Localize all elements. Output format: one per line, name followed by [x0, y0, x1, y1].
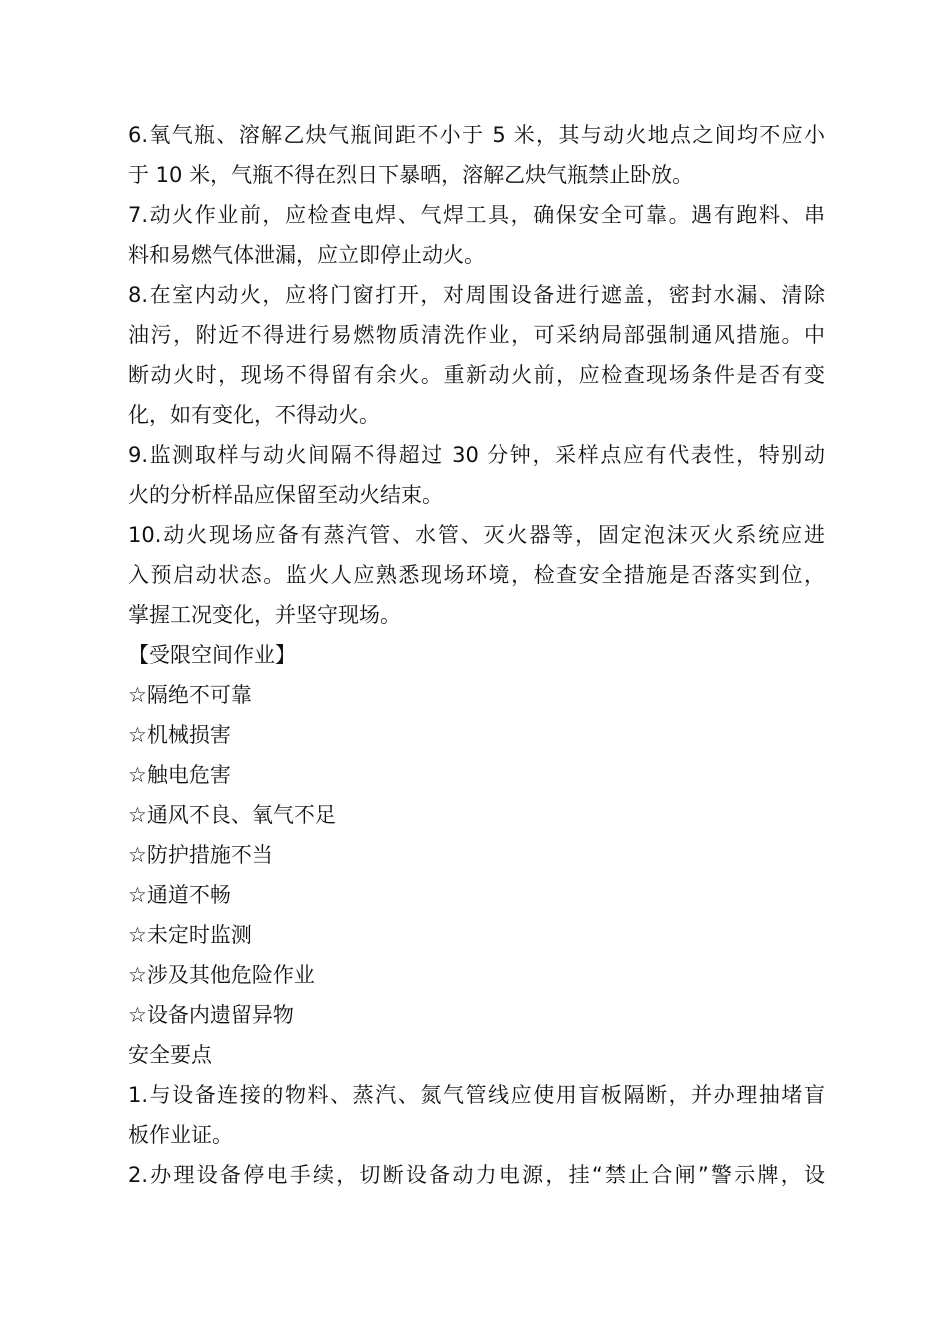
- text-line: 安全要点: [128, 1043, 212, 1067]
- text-line: 断动火时，现场不得留有余火。重新动火前，应检查现场条件是否有变: [128, 363, 825, 387]
- text-line: ☆通道不畅: [128, 883, 231, 907]
- text-line: 10.动火现场应备有蒸汽管、水管、灭火器等，固定泡沫灭火系统应进: [128, 523, 825, 547]
- text-line: ☆通风不良、氧气不足: [128, 803, 336, 827]
- text-line: 入预启动状态。监火人应熟悉现场环境，检查安全措施是否落实到位，: [128, 563, 825, 587]
- text-line: 6.氧气瓶、溶解乙炔气瓶间距不小于 5 米，其与动火地点之间均不应小: [128, 123, 825, 147]
- text-line: ☆隔绝不可靠: [128, 683, 252, 707]
- text-line: 2.办理设备停电手续，切断设备动力电源，挂“禁止合闸”警示牌，设: [128, 1163, 825, 1187]
- text-line: 于 10 米，气瓶不得在烈日下暴晒，溶解乙炔气瓶禁止卧放。: [128, 163, 694, 187]
- text-line: ☆防护措施不当: [128, 843, 273, 867]
- document-page: [128, 115, 825, 1195]
- text-line: 9.监测取样与动火间隔不得超过 30 分钟，采样点应有代表性，特别动: [128, 443, 825, 467]
- text-line: 8.在室内动火，应将门窗打开，对周围设备进行遮盖，密封水漏、清除: [128, 283, 825, 307]
- text-line: 1.与设备连接的物料、蒸汽、氮气管线应使用盲板隔断，并办理抽堵盲: [128, 1083, 825, 1107]
- text-line: 料和易燃气体泄漏，应立即停止动火。: [128, 243, 485, 267]
- text-line: 【受限空间作业】: [128, 643, 296, 667]
- text-line: 7.动火作业前，应检查电焊、气焊工具，确保安全可靠。遇有跑料、串: [128, 203, 825, 227]
- text-line: 掌握工况变化，并坚守现场。: [128, 603, 401, 627]
- text-line: ☆设备内遗留异物: [128, 1003, 294, 1027]
- text-line: ☆触电危害: [128, 763, 231, 787]
- text-line: ☆未定时监测: [128, 923, 252, 947]
- text-line: 油污，附近不得进行易燃物质清洗作业，可采纳局部强制通风措施。中: [128, 323, 825, 347]
- text-line: ☆机械损害: [128, 723, 231, 747]
- text-line: 化，如有变化，不得动火。: [128, 403, 380, 427]
- text-line: 火的分析样品应保留至动火结束。: [128, 483, 443, 507]
- text-line: 板作业证。: [128, 1123, 233, 1147]
- text-line: ☆涉及其他危险作业: [128, 963, 315, 987]
